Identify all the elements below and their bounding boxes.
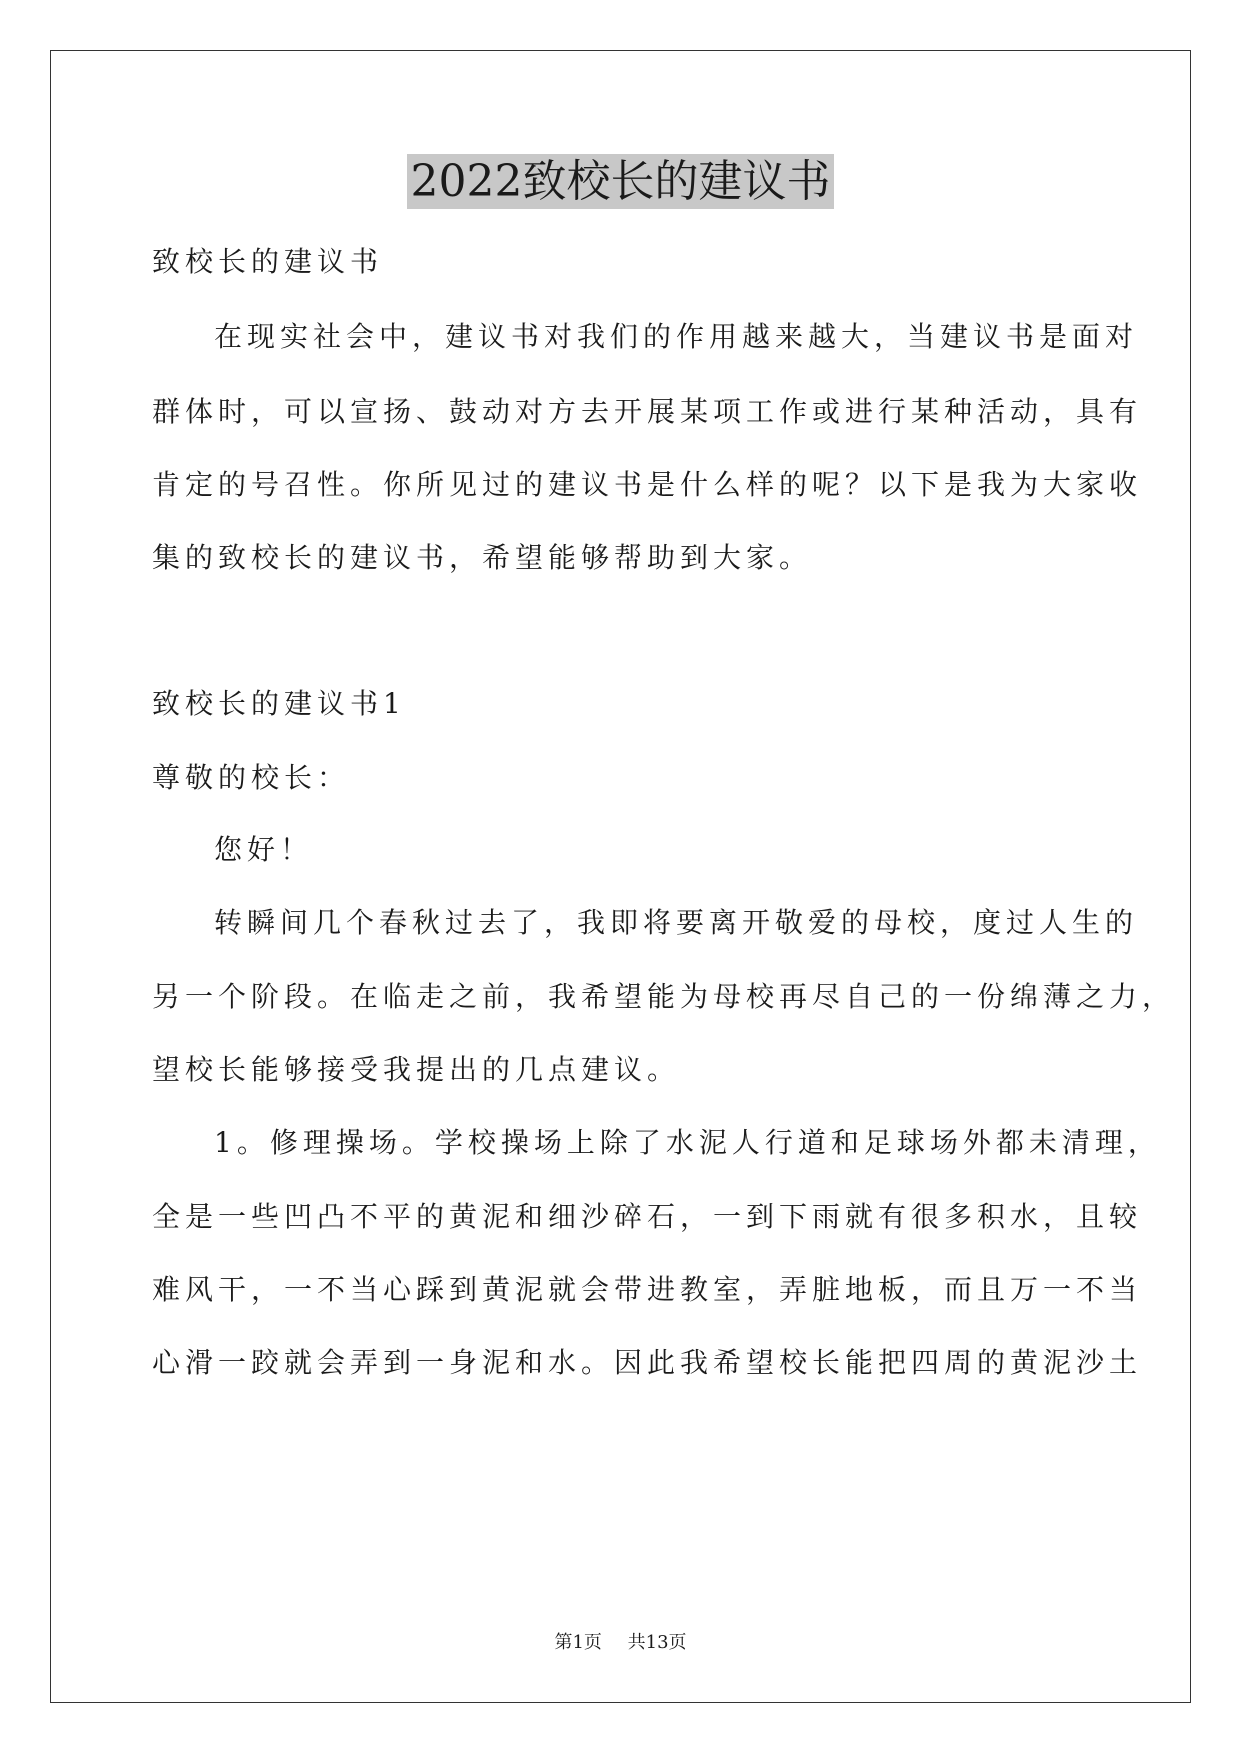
- section-heading: 致校长的建议书1: [152, 687, 406, 720]
- paragraph-line: 集的致校长的建议书，希望能够帮助到大家。: [152, 541, 813, 574]
- paragraph-line: 1。修理操场。学校操场上除了水泥人行道和足球场外都未清理，: [214, 1126, 1161, 1159]
- greeting: 您好！: [214, 833, 314, 866]
- paragraph-line: 心滑一跤就会弄到一身泥和水。因此我希望校长能把四周的黄泥沙土: [152, 1346, 1143, 1379]
- paragraph-line: 望校长能够接受我提出的几点建议。: [152, 1053, 681, 1086]
- paragraph-line: 肯定的号召性。你所见过的建议书是什么样的呢？以下是我为大家收: [152, 468, 1143, 501]
- paragraph-line: 转瞬间几个春秋过去了，我即将要离开敬爱的母校，度过人生的: [214, 906, 1139, 939]
- salutation: 尊敬的校长：: [152, 761, 351, 794]
- paragraph-line: 难风干，一不当心踩到黄泥就会带进教室，弄脏地板，而且万一不当: [152, 1273, 1143, 1306]
- paragraph-line: 另一个阶段。在临走之前，我希望能为母校再尽自己的一份绵薄之力，: [152, 980, 1176, 1013]
- document-title-text: 2022致校长的建议书: [407, 154, 835, 209]
- subtitle-line: 致校长的建议书: [152, 245, 384, 278]
- paragraph-line: 在现实社会中，建议书对我们的作用越来越大，当建议书是面对: [214, 320, 1139, 353]
- total-pages: 共13页: [627, 1632, 687, 1653]
- paragraph-line: 全是一些凹凸不平的黄泥和细沙碎石，一到下雨就有很多积水，且较: [152, 1200, 1143, 1233]
- page-frame: [50, 50, 1191, 1703]
- page-footer: [0, 1628, 1241, 1654]
- document-title: [0, 150, 1241, 214]
- paragraph-line: 群体时，可以宣扬、鼓动对方去开展某项工作或进行某种活动，具有: [152, 395, 1143, 428]
- page-number: 第1页: [554, 1632, 602, 1653]
